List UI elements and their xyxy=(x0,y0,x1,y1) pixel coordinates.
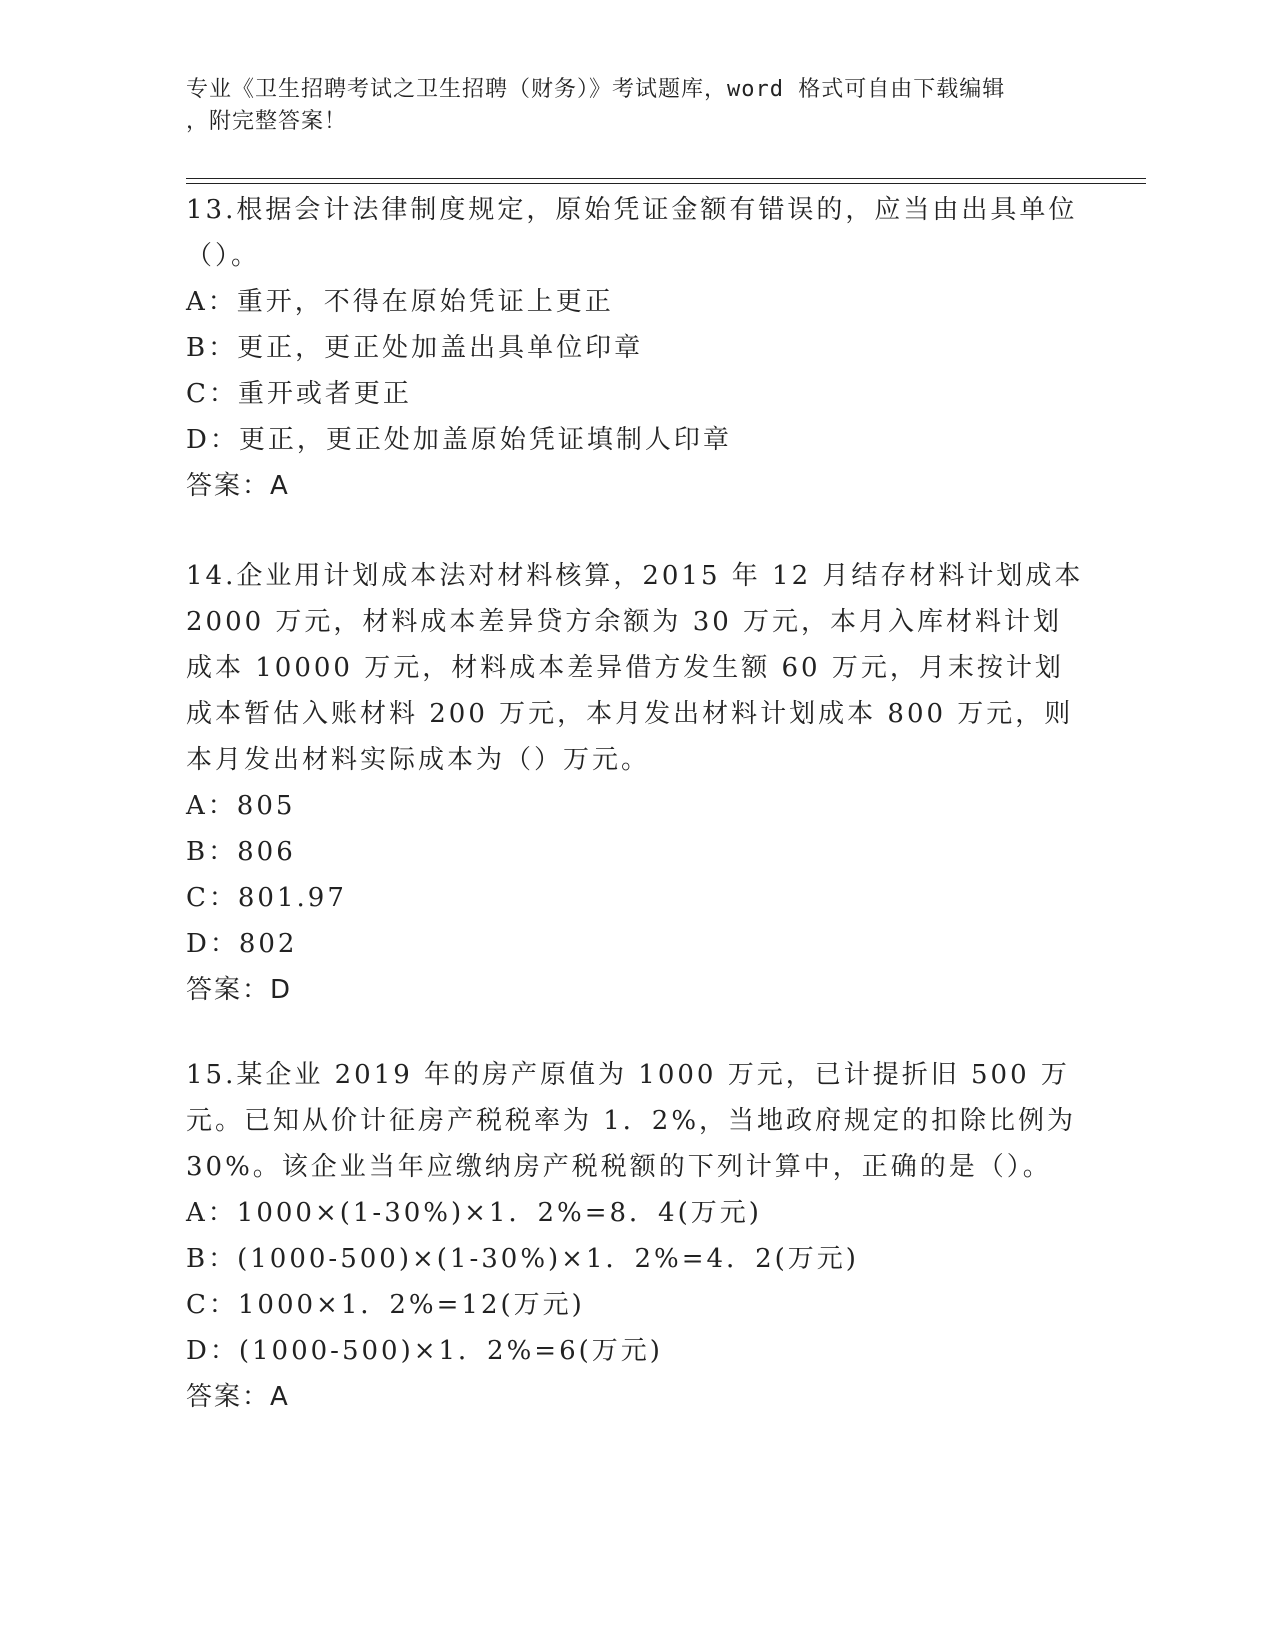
option-d: D：802 xyxy=(186,929,298,959)
option-d: D：更正，更正处加盖原始凭证填制人印章 xyxy=(186,425,732,455)
question-text: 14.企业用计划成本法对材料核算，2015 年 12 月结存材料计划成本 2000 万元，材料成本差异贷方余额为 30 万元，本月入库材料计划成本 10000 万元，材料成本差异借方发生额 60 万元，月末按计划成本暂估入账材料 200 万元，本月发出材料计划成本 800 万元，则本月发出材料实际成本为（）万元。 xyxy=(186,561,1084,775)
answer: 答案：A xyxy=(186,1382,290,1412)
question-text: 13.根据会计法律制度规定，原始凭证金额有错误的，应当由出具单位（）。 xyxy=(186,195,1078,271)
header-line-1: 专业《卫生招聘考试之卫生招聘（财务）》考试题库，word 格式可自由下载编辑 xyxy=(186,77,1006,102)
option-c: C：重开或者更正 xyxy=(186,379,412,409)
document-header xyxy=(186,74,1066,138)
option-a: A：1000×(1-30%)×1．2%=8．4(万元) xyxy=(186,1198,762,1228)
option-a: A：805 xyxy=(186,791,296,821)
answer: 答案：A xyxy=(186,471,290,501)
header-line-2: ，附完整答案！ xyxy=(186,109,348,134)
option-b: B：806 xyxy=(186,837,296,867)
option-b: B：更正，更正处加盖出具单位印章 xyxy=(186,333,644,363)
option-c: C：801.97 xyxy=(186,883,347,913)
header-divider-bottom xyxy=(186,183,1146,184)
question-text: 15.某企业 2019 年的房产原值为 1000 万元，已计提折旧 500 万元。已知从价计征房产税税率为 1．2%，当地政府规定的扣除比例为 30%。该企业当年应缴纳房产税税额的下列计算中，正确的是（）。 xyxy=(186,1060,1077,1182)
question-14 xyxy=(186,553,1086,1013)
question-13 xyxy=(186,187,1086,509)
option-b: B：(1000-500)×(1-30%)×1．2%=4．2(万元) xyxy=(186,1244,859,1274)
answer: 答案：D xyxy=(186,975,293,1005)
option-d: D：(1000-500)×1．2%=6(万元) xyxy=(186,1336,663,1366)
option-a: A：重开，不得在原始凭证上更正 xyxy=(186,287,614,317)
header-divider-top xyxy=(186,178,1146,179)
question-15 xyxy=(186,1052,1086,1420)
option-c: C：1000×1．2%=12(万元) xyxy=(186,1290,585,1320)
